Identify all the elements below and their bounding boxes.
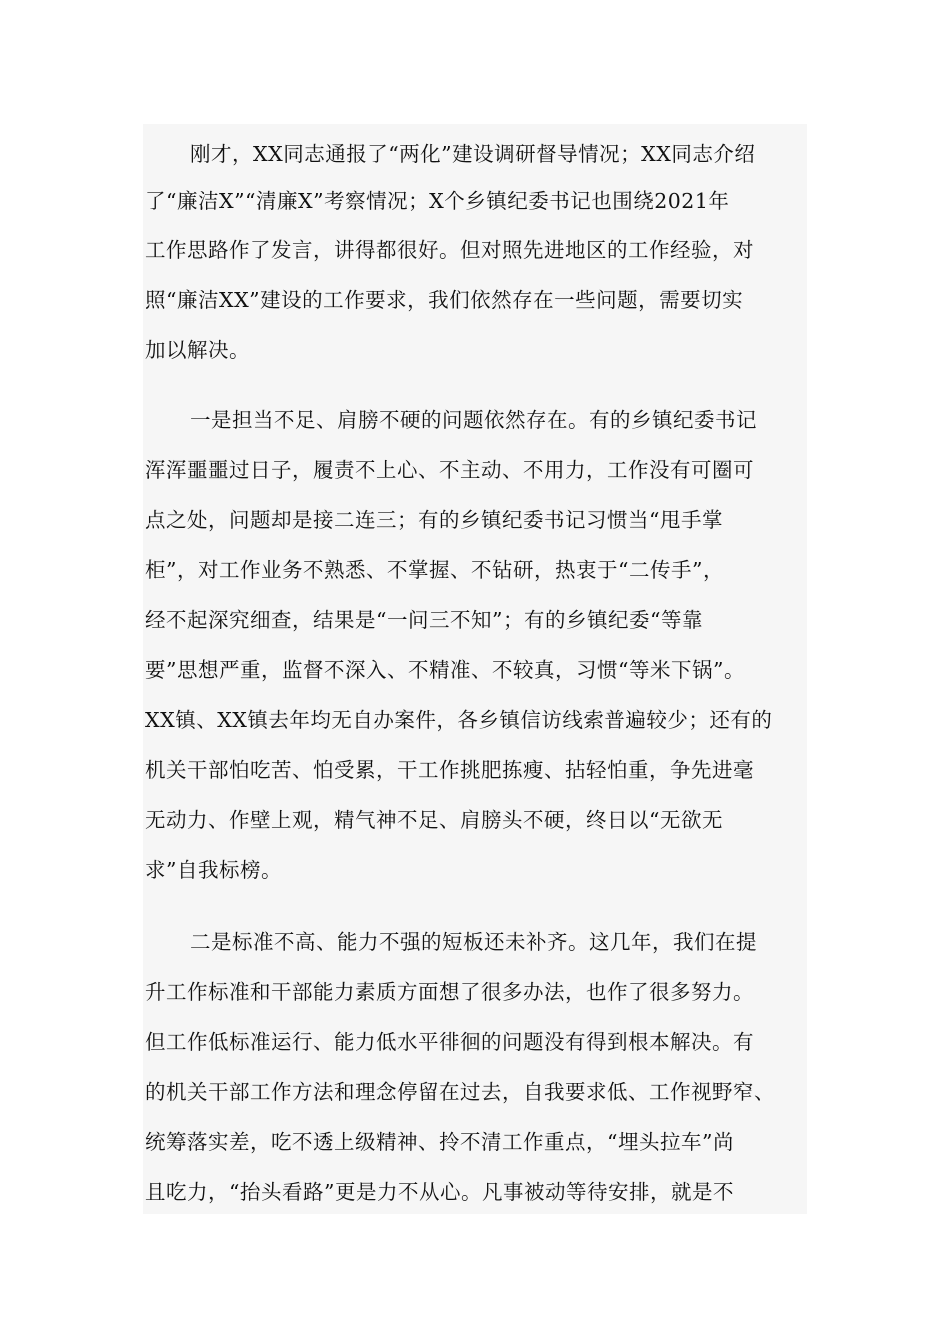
paragraph-2-line-2: 浑浑噩噩过日子，履责不上心、不主动、不用力，工作没有可圈可 xyxy=(145,458,754,482)
paragraph-3-line-6: 且吃力，“抬头看路”更是力不从心。凡事被动等待安排，就是不 xyxy=(145,1180,734,1204)
paragraph-2-line-6: 要”思想严重，监督不深入、不精准、不较真，习惯“等米下锅”。 xyxy=(145,658,745,682)
paragraph-1-line-5: 加以解决。 xyxy=(145,338,250,362)
paragraph-2-line-5: 经不起深究细查，结果是“一问三不知”；有的乡镇纪委“等靠 xyxy=(145,608,703,632)
paragraph-2-line-4: 柜”，对工作业务不熟悉、不掌握、不钻研，热衷于“二传手”， xyxy=(145,558,724,582)
paragraph-2-line-1: 一是担当不足、肩膀不硬的问题依然存在。有的乡镇纪委书记 xyxy=(190,408,757,432)
paragraph-2-line-8: 机关干部怕吃苦、怕受累，干工作挑肥拣瘦、拈轻怕重，争先进毫 xyxy=(145,758,754,782)
paragraph-3-line-2: 升工作标准和干部能力素质方面想了很多办法，也作了很多努力。 xyxy=(145,980,754,1004)
paragraph-1-line-1: 刚才，XX同志通报了“两化”建设调研督导情况；XX同志介绍 xyxy=(190,142,756,166)
paragraph-1-line-4: 照“廉洁XX”建设的工作要求，我们依然存在一些问题，需要切实 xyxy=(145,288,744,312)
paragraph-3-line-1: 二是标准不高、能力不强的短板还未补齐。这几年，我们在提 xyxy=(190,930,757,954)
paragraph-2-line-9: 无动力、作壁上观，精气神不足、肩膀头不硬，终日以“无欲无 xyxy=(145,808,723,832)
paragraph-2-line-10: 求”自我标榜。 xyxy=(145,858,282,882)
paragraph-1-line-3: 工作思路作了发言，讲得都很好。但对照先进地区的工作经验，对 xyxy=(145,238,754,262)
paragraph-1-line-2: 了“廉洁X”“清廉X”考察情况；X个乡镇纪委书记也围绕2021年 xyxy=(145,189,730,213)
paragraph-2-line-7: XX镇、XX镇去年均无自办案件，各乡镇信访线索普遍较少；还有的 xyxy=(145,708,773,732)
paragraph-3-line-5: 统筹落实差，吃不透上级精神、拎不清工作重点，“埋头拉车”尚 xyxy=(145,1130,734,1154)
paragraph-3-line-4: 的机关干部工作方法和理念停留在过去，自我要求低、工作视野窄、 xyxy=(145,1080,775,1104)
paragraph-3-line-3: 但工作低标准运行、能力低水平徘徊的问题没有得到根本解决。有 xyxy=(145,1030,754,1054)
paragraph-2-line-3: 点之处，问题却是接二连三；有的乡镇纪委书记习惯当“甩手掌 xyxy=(145,508,723,532)
